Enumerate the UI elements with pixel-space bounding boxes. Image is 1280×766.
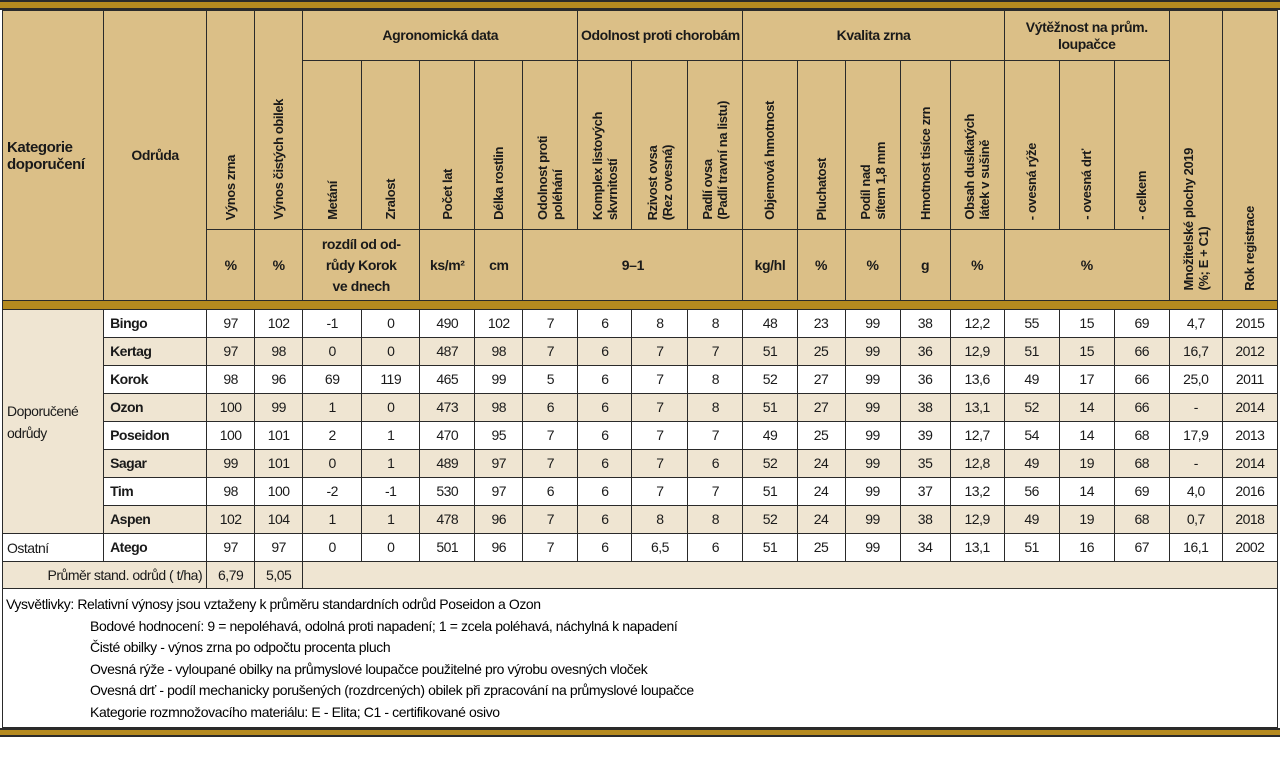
column-header — [797, 61, 845, 230]
data-cell: 490 — [420, 310, 475, 338]
data-cell: 51 — [743, 534, 797, 562]
data-cell: 7 — [632, 422, 688, 450]
data-cell: 97 — [255, 534, 303, 562]
data-cell: 67 — [1114, 534, 1169, 562]
column-header-text: Metání — [324, 181, 340, 220]
data-cell: 7 — [523, 422, 578, 450]
data-cell: 6 — [523, 478, 578, 506]
unit-days: rozdíl od od- růdy Korok ve dnech — [303, 230, 420, 301]
data-cell: 24 — [797, 478, 845, 506]
data-cell: 6 — [688, 534, 743, 562]
group-quality: Kvalita zrna — [743, 11, 1004, 61]
table-body — [3, 310, 1278, 589]
data-cell: 13,1 — [950, 394, 1004, 422]
data-cell: 489 — [420, 450, 475, 478]
data-cell: 23 — [797, 310, 845, 338]
table-row — [3, 338, 1278, 366]
data-cell: 6 — [578, 422, 632, 450]
column-header-text: Rzivost ovsa (Rez ovesná) — [644, 144, 675, 220]
column-header-text: Počet lat — [439, 169, 455, 220]
data-cell: 68 — [1114, 422, 1169, 450]
group-disease: Odolnost proti chorobám — [578, 11, 743, 61]
data-cell: 13,2 — [950, 478, 1004, 506]
data-cell: 19 — [1059, 450, 1114, 478]
column-header-text: Padlí ovsa (Padlí travní na listu) — [700, 101, 731, 220]
data-cell: 7 — [632, 366, 688, 394]
column-header — [420, 61, 475, 230]
data-cell: 7 — [523, 338, 578, 366]
data-cell: 16 — [1059, 534, 1114, 562]
data-cell: 473 — [420, 394, 475, 422]
header-row-groups — [3, 11, 1278, 61]
data-cell: - — [1169, 394, 1222, 422]
data-cell: 102 — [255, 310, 303, 338]
unit-score: 9–1 — [523, 230, 743, 301]
data-cell: 2013 — [1222, 422, 1277, 450]
header-yield-clean — [255, 11, 303, 230]
data-cell: 6 — [523, 394, 578, 422]
legend-line: Kategorie rozmnožovacího materiálu: E - Elita; C1 - certifikované osivo — [90, 703, 500, 720]
data-cell: 8 — [632, 506, 688, 534]
data-cell: 66 — [1114, 366, 1169, 394]
data-cell: 6 — [578, 366, 632, 394]
data-cell: 13,6 — [950, 366, 1004, 394]
unit-volume: kg/hl — [743, 230, 797, 301]
data-cell: 0,7 — [1169, 506, 1222, 534]
data-cell: 24 — [797, 506, 845, 534]
data-cell: 49 — [743, 422, 797, 450]
column-header — [1114, 61, 1169, 230]
data-cell: 98 — [255, 338, 303, 366]
data-cell: 6 — [578, 506, 632, 534]
data-cell: 49 — [1004, 506, 1059, 534]
table-row — [3, 366, 1278, 394]
data-cell: 15 — [1059, 310, 1114, 338]
table-row — [3, 478, 1278, 506]
header-category: Kategorie doporučení — [3, 11, 104, 301]
data-cell: 38 — [900, 310, 950, 338]
data-cell: 7 — [688, 338, 743, 366]
data-cell: 4,7 — [1169, 310, 1222, 338]
data-cell: 68 — [1114, 450, 1169, 478]
data-cell: 100 — [207, 422, 255, 450]
column-header-text: - ovesná rýže — [1024, 142, 1040, 220]
average-label: Průměr stand. odrůd ( t/ha) — [3, 562, 207, 589]
data-cell: 35 — [900, 450, 950, 478]
variety-name: Sagar — [104, 450, 207, 478]
data-cell: 69 — [1114, 478, 1169, 506]
column-header-text: Odolnost proti poléhání — [535, 136, 566, 220]
data-cell: 96 — [475, 534, 523, 562]
column-header — [1059, 61, 1114, 230]
category-recommended: Doporučené odrůdy — [3, 310, 104, 534]
data-cell: 6 — [688, 450, 743, 478]
column-header — [475, 61, 523, 230]
variety-name: Ozon — [104, 394, 207, 422]
column-header-text: Zralost — [383, 179, 399, 220]
data-cell: 8 — [688, 310, 743, 338]
unit-yield_clean: % — [255, 230, 303, 301]
average-yield-grain: 6,79 — [207, 562, 255, 589]
data-cell: 12,8 — [950, 450, 1004, 478]
data-cell: 2018 — [1222, 506, 1277, 534]
data-cell: 51 — [1004, 338, 1059, 366]
unit-nitrogen: % — [950, 230, 1004, 301]
table-row — [3, 310, 1278, 338]
data-cell: 0 — [303, 534, 362, 562]
data-cell: 8 — [688, 506, 743, 534]
data-cell: 97 — [475, 478, 523, 506]
header-yield-clean-text: Výnos čistých obilek — [271, 99, 287, 220]
data-cell: -2 — [303, 478, 362, 506]
data-cell: 100 — [255, 478, 303, 506]
data-cell: 7 — [688, 478, 743, 506]
data-cell: 8 — [688, 366, 743, 394]
column-header — [688, 61, 743, 230]
data-cell: 14 — [1059, 422, 1114, 450]
data-cell: 12,2 — [950, 310, 1004, 338]
data-cell: 14 — [1059, 394, 1114, 422]
data-cell: 52 — [743, 506, 797, 534]
data-cell: 36 — [900, 338, 950, 366]
data-cell: 56 — [1004, 478, 1059, 506]
data-cell: 37 — [900, 478, 950, 506]
data-cell: 1 — [303, 506, 362, 534]
column-header-text: - celkem — [1134, 171, 1150, 220]
column-header-text: Pluchatost — [813, 157, 829, 220]
data-cell: 98 — [207, 366, 255, 394]
data-cell: 16,1 — [1169, 534, 1222, 562]
variety-name: Kertag — [104, 338, 207, 366]
data-cell: 0 — [362, 394, 420, 422]
unit-tkw: g — [900, 230, 950, 301]
data-cell: 51 — [743, 338, 797, 366]
table-row — [3, 422, 1278, 450]
data-cell: 5 — [523, 366, 578, 394]
data-cell: 52 — [743, 366, 797, 394]
data-cell: 0 — [362, 534, 420, 562]
data-cell: 97 — [207, 310, 255, 338]
data-cell: 7 — [523, 310, 578, 338]
data-cell: 39 — [900, 422, 950, 450]
data-cell: 15 — [1059, 338, 1114, 366]
bottom-band — [0, 728, 1280, 737]
data-cell: 99 — [845, 478, 900, 506]
data-cell: 99 — [845, 534, 900, 562]
data-cell: 470 — [420, 422, 475, 450]
group-agronomic: Agronomická data — [303, 11, 578, 61]
data-cell: 96 — [255, 366, 303, 394]
oat-variety-table — [2, 10, 1278, 589]
header-yield-grain-text: Výnos zrna — [223, 154, 239, 220]
data-cell: 6 — [578, 310, 632, 338]
column-header-text: Podíl nad sítem 1,8 mm — [857, 142, 888, 220]
header-reg-year — [1222, 11, 1277, 301]
column-header — [362, 61, 420, 230]
column-header-text: Objemová hmotnost — [762, 101, 778, 220]
variety-name: Tim — [104, 478, 207, 506]
data-cell: 49 — [1004, 450, 1059, 478]
header-separator-band — [3, 301, 1278, 310]
data-cell: 8 — [632, 310, 688, 338]
data-cell: 99 — [845, 422, 900, 450]
data-cell: 2016 — [1222, 478, 1277, 506]
column-header — [303, 61, 362, 230]
column-header — [1004, 61, 1059, 230]
data-cell: 97 — [475, 450, 523, 478]
table-row — [3, 534, 1278, 562]
data-cell: 4,0 — [1169, 478, 1222, 506]
column-header — [743, 61, 797, 230]
data-cell: 12,9 — [950, 506, 1004, 534]
data-cell: 0 — [303, 338, 362, 366]
data-cell: 102 — [475, 310, 523, 338]
unit-panicles: ks/m² — [420, 230, 475, 301]
data-cell: 2014 — [1222, 450, 1277, 478]
data-cell: 465 — [420, 366, 475, 394]
data-cell: 104 — [255, 506, 303, 534]
data-cell: 51 — [1004, 534, 1059, 562]
data-cell: 99 — [255, 394, 303, 422]
data-cell: 2002 — [1222, 534, 1277, 562]
data-cell: 1 — [303, 394, 362, 422]
legend-notes — [2, 589, 1278, 728]
data-cell: 19 — [1059, 506, 1114, 534]
data-cell: 51 — [743, 394, 797, 422]
column-header-text: - ovesná drť — [1079, 149, 1095, 220]
column-header-text: Obsah dusíkatých látek v sušině — [962, 114, 993, 220]
data-cell: 487 — [420, 338, 475, 366]
variety-name: Atego — [104, 534, 207, 562]
data-cell: 2015 — [1222, 310, 1277, 338]
data-cell: 1 — [362, 506, 420, 534]
data-cell: 99 — [845, 366, 900, 394]
table-row — [3, 450, 1278, 478]
data-cell: 99 — [845, 506, 900, 534]
data-cell: 7 — [632, 394, 688, 422]
data-cell: 478 — [420, 506, 475, 534]
header-yield-grain — [207, 11, 255, 230]
data-cell: 51 — [743, 478, 797, 506]
top-band — [0, 0, 1280, 10]
unit-hull: % — [797, 230, 845, 301]
column-header — [845, 61, 900, 230]
data-cell: 49 — [1004, 366, 1059, 394]
column-header-text: Délka rostlin — [491, 147, 507, 220]
data-cell: 530 — [420, 478, 475, 506]
header-seed-area — [1169, 11, 1222, 301]
data-cell: 34 — [900, 534, 950, 562]
unit-yield_grain: % — [207, 230, 255, 301]
data-cell: 16,7 — [1169, 338, 1222, 366]
data-cell: 17,9 — [1169, 422, 1222, 450]
data-cell: 38 — [900, 394, 950, 422]
data-cell: 66 — [1114, 394, 1169, 422]
data-cell: 6 — [578, 534, 632, 562]
data-cell: 38 — [900, 506, 950, 534]
data-cell: 48 — [743, 310, 797, 338]
data-cell: 2 — [303, 422, 362, 450]
category-other: Ostatní — [3, 534, 104, 562]
data-cell: 25 — [797, 422, 845, 450]
data-cell: 96 — [475, 506, 523, 534]
separator-row — [3, 301, 1278, 310]
data-cell: 12,9 — [950, 338, 1004, 366]
data-cell: 501 — [420, 534, 475, 562]
data-cell: 14 — [1059, 478, 1114, 506]
data-cell: 101 — [255, 450, 303, 478]
unit-dehull: % — [1004, 230, 1169, 301]
unit-length: cm — [475, 230, 523, 301]
column-header-text: Komplex listových skvrnitostí — [589, 111, 620, 220]
table-row — [3, 394, 1278, 422]
table-header — [3, 11, 1278, 310]
column-header-text: Hmotnost tisíce zrn — [917, 106, 933, 220]
data-cell: 7 — [632, 478, 688, 506]
variety-name: Poseidon — [104, 422, 207, 450]
legend-line: Bodové hodnocení: 9 = nepoléhavá, odolná proti napadení; 1 = zcela poléhavá, náchylná k napadení — [90, 617, 678, 634]
data-cell: 27 — [797, 366, 845, 394]
header-variety: Odrůda — [104, 11, 207, 301]
data-cell: 13,1 — [950, 534, 1004, 562]
column-header — [632, 61, 688, 230]
data-cell: 97 — [207, 338, 255, 366]
data-cell: 69 — [1114, 310, 1169, 338]
group-dehulling: Výtěžnost na prům. loupačce — [1004, 11, 1169, 61]
column-header — [950, 61, 1004, 230]
data-cell: 8 — [688, 394, 743, 422]
legend-line: Ovesná rýže - vyloupané obilky na průmyslové loupačce použitelné pro výrobu ovesných vloček — [90, 660, 648, 677]
data-cell: 0 — [362, 310, 420, 338]
unit-sieve: % — [845, 230, 900, 301]
data-cell: 7 — [523, 450, 578, 478]
table-row — [3, 506, 1278, 534]
data-cell: 6 — [578, 394, 632, 422]
data-cell: 7 — [632, 450, 688, 478]
header-seed-area-text: Množitelské plochy 2019 (%; E + C1) — [1180, 148, 1211, 291]
data-cell: 6 — [578, 450, 632, 478]
data-cell: 25 — [797, 534, 845, 562]
data-cell: 7 — [632, 338, 688, 366]
column-header — [578, 61, 632, 230]
data-cell: 0 — [362, 338, 420, 366]
data-cell: 25,0 — [1169, 366, 1222, 394]
data-cell: 99 — [845, 394, 900, 422]
data-cell: 2014 — [1222, 394, 1277, 422]
data-cell: 99 — [845, 450, 900, 478]
data-cell: -1 — [303, 310, 362, 338]
data-cell: 7 — [523, 506, 578, 534]
data-cell: 99 — [207, 450, 255, 478]
data-cell: 52 — [1004, 394, 1059, 422]
average-row — [3, 562, 1278, 589]
variety-name: Bingo — [104, 310, 207, 338]
legend-line: Ovesná drť - podíl mechanicky porušených (rozdrcených) obilek při zpracování na průmyslové loupačce — [90, 682, 694, 698]
data-cell: 55 — [1004, 310, 1059, 338]
data-cell: 98 — [207, 478, 255, 506]
data-cell: 7 — [523, 534, 578, 562]
data-cell: 52 — [743, 450, 797, 478]
data-cell: 54 — [1004, 422, 1059, 450]
data-cell: -1 — [362, 478, 420, 506]
data-cell: 101 — [255, 422, 303, 450]
header-reg-year-text: Rok registrace — [1242, 206, 1258, 291]
column-header — [523, 61, 578, 230]
data-cell: 99 — [845, 310, 900, 338]
data-cell: 12,7 — [950, 422, 1004, 450]
data-cell: 99 — [845, 338, 900, 366]
data-cell: 25 — [797, 338, 845, 366]
average-yield-clean: 5,05 — [255, 562, 303, 589]
data-cell: 27 — [797, 394, 845, 422]
variety-name: Aspen — [104, 506, 207, 534]
table-container — [0, 10, 1280, 589]
data-cell: 66 — [1114, 338, 1169, 366]
legend-prefix: Vysvětlivky: — [6, 596, 74, 612]
data-cell: 98 — [475, 338, 523, 366]
data-cell: 6 — [578, 338, 632, 366]
data-cell: 1 — [362, 450, 420, 478]
data-cell: 2011 — [1222, 366, 1277, 394]
data-cell: 6,5 — [632, 534, 688, 562]
data-cell: 1 — [362, 422, 420, 450]
data-cell: 2012 — [1222, 338, 1277, 366]
column-header — [900, 61, 950, 230]
data-cell: 119 — [362, 366, 420, 394]
data-cell: 17 — [1059, 366, 1114, 394]
legend-line — [3, 594, 1277, 616]
data-cell: 100 — [207, 394, 255, 422]
data-cell: 95 — [475, 422, 523, 450]
data-cell: 6 — [578, 478, 632, 506]
variety-name: Korok — [104, 366, 207, 394]
data-cell: - — [1169, 450, 1222, 478]
legend-line: Čisté obilky - výnos zrna po odpočtu procenta pluch — [90, 639, 391, 655]
data-cell: 7 — [688, 422, 743, 450]
average-empty — [303, 562, 1278, 589]
data-cell: 68 — [1114, 506, 1169, 534]
legend-text: Relativní výnosy jsou vztaženy k průměru standardních odrůd Poseidon a Ozon — [77, 596, 541, 612]
data-cell: 99 — [475, 366, 523, 394]
data-cell: 69 — [303, 366, 362, 394]
data-cell: 24 — [797, 450, 845, 478]
data-cell: 102 — [207, 506, 255, 534]
data-cell: 36 — [900, 366, 950, 394]
data-cell: 98 — [475, 394, 523, 422]
data-cell: 0 — [303, 450, 362, 478]
data-cell: 97 — [207, 534, 255, 562]
